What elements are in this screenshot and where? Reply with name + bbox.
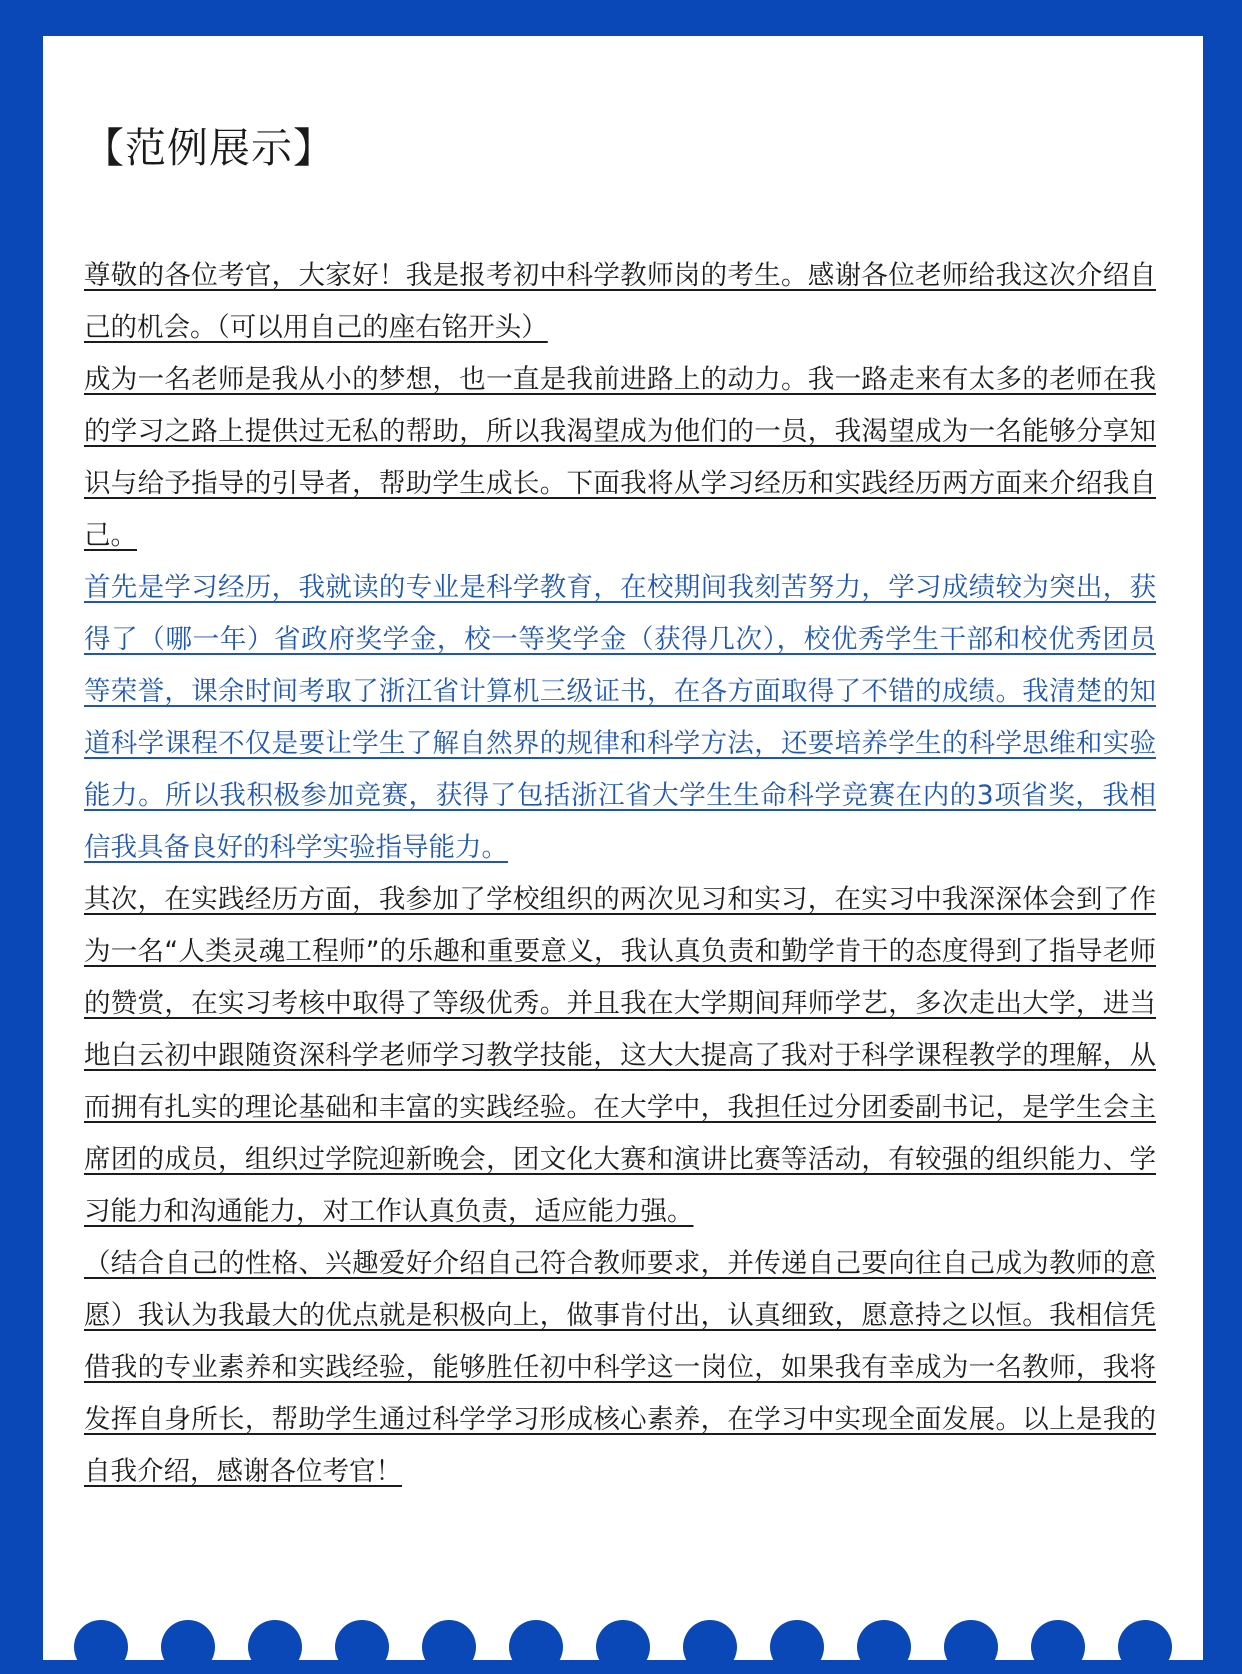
page-title: 【范例展示】	[83, 124, 335, 172]
paragraph-study-experience: 首先是学习经历，我就读的专业是科学教育，在校期间我刻苦努力，学习成绩较为突出，获得了（哪一年）省政府奖学金，校一等奖学金（获得几次），校优秀学生干部和校优秀团员等荣誉，课余时间考取了浙江省计算机三级证书，在各方面取得了不错的成绩。我清楚的知道科学课程不仅是要让学生了解自然界的规律和科学方法，还要培养学生的科学思维和实验能力。所以我积极参加竞赛，获得了包括浙江省大学生生命科学竞赛在内的3项省奖，我相信我具备良好的科学实验指导能力。	[84, 572, 1156, 863]
paragraph-practice-experience: 其次，在实践经历方面，我参加了学校组织的两次见习和实习，在实习中我深深体会到了作为一名“人类灵魂工程师”的乐趣和重要意义，我认真负责和勤学肯干的态度得到了指导老师的赞赏，在实习考核中取得了等级优秀。并且我在大学期间拜师学艺，多次走出大学，进当地白云初中跟随资深科学老师学习教学技能，这大大提高了我对于科学课程教学的理解，从而拥有扎实的理论基础和丰富的实践经验。在大学中，我担任过分团委副书记，是学生会主席团的成员，组织过学院迎新晚会，团文化大赛和演讲比赛等活动，有较强的组织能力、学习能力和沟通能力，对工作认真负责，适应能力强。	[84, 884, 1156, 1227]
scallop-decoration	[161, 1620, 215, 1674]
scallop-decoration	[335, 1620, 389, 1674]
scallop-decoration	[509, 1620, 563, 1674]
document-paper	[43, 36, 1203, 1660]
paragraph-motivation: 成为一名老师是我从小的梦想，也一直是我前进路上的动力。我一路走来有太多的老师在我的学习之路上提供过无私的帮助，所以我渴望成为他们的一员，我渴望成为一名能够分享知识与给予指导的引导者，帮助学生成长。下面我将从学习经历和实践经历两方面来介绍我自己。	[84, 364, 1156, 551]
paragraph-closing: （结合自己的性格、兴趣爱好介绍自己符合教师要求，并传递自己要向往自己成为教师的意愿）我认为我最大的优点就是积极向上，做事肯付出，认真细致，愿意持之以恒。我相信凭借我的专业素养和实践经验，能够胜任初中科学这一岗位，如果我有幸成为一名教师，我将发挥自身所长，帮助学生通过科学学习形成核心素养，在学习中实现全面发展。以上是我的自我介绍，感谢各位考官！	[84, 1248, 1156, 1487]
paragraph-greeting: 尊敬的各位考官，大家好！我是报考初中科学教师岗的考生。感谢各位老师给我这次介绍自己的机会。（可以用自己的座右铭开头）	[84, 260, 1156, 343]
scallop-decoration	[248, 1620, 302, 1674]
scallop-decoration	[770, 1620, 824, 1674]
scallop-decoration	[944, 1620, 998, 1674]
scallop-decoration	[422, 1620, 476, 1674]
scallop-decoration	[1118, 1620, 1172, 1674]
scallop-decoration	[74, 1620, 128, 1674]
scallop-decoration	[857, 1620, 911, 1674]
document-body	[84, 250, 1156, 1498]
scallop-decoration	[596, 1620, 650, 1674]
scallop-decoration	[683, 1620, 737, 1674]
scallop-decoration	[1031, 1620, 1085, 1674]
scalloped-border-decoration	[0, 1620, 1242, 1660]
